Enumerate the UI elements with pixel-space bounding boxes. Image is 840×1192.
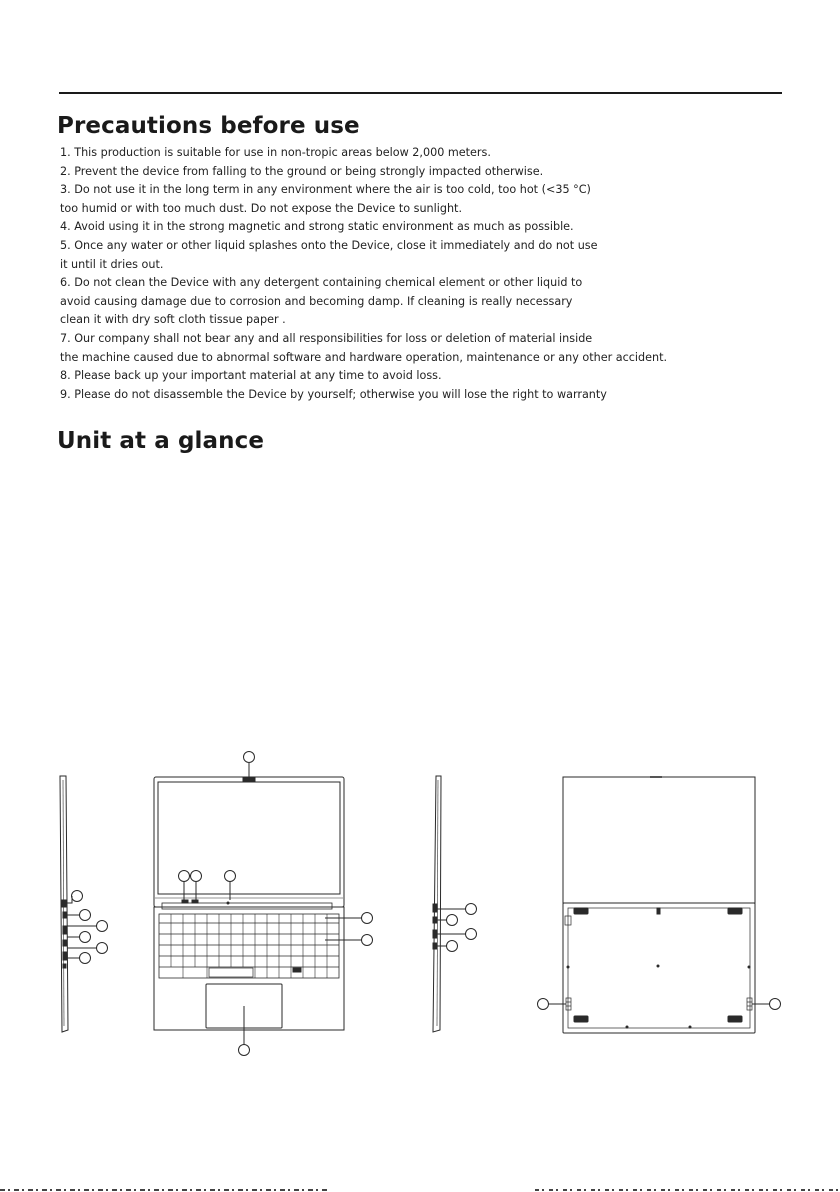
unit-at-a-glance-heading: Unit at a glance	[57, 428, 265, 454]
precaution-line: clean it with dry soft cloth tissue paper .	[60, 313, 286, 327]
precaution-line: too humid or with too much dust. Do not expose the Device to sunlight.	[60, 201, 463, 215]
precaution-line: 5. Once any water or other liquid splashes onto the Device, close it immediately and do not use	[60, 238, 598, 252]
precaution-line: 9. Please do not disassemble the Device by yourself; otherwise you will lose the right to warranty	[60, 387, 607, 401]
precaution-line: 4. Avoid using it in the strong magnetic and strong static environment as much as possible.	[60, 220, 574, 234]
precautions-heading: Precautions before use	[57, 113, 360, 139]
precaution-line: 7. Our company shall not bear any and all responsibilities for loss or deletion of material inside	[60, 331, 593, 345]
precaution-line: 2. Prevent the device from falling to the ground or being strongly impacted otherwise.	[60, 164, 544, 178]
precaution-line: the machine caused due to abnormal software and hardware operation, maintenance or any other accident.	[60, 350, 668, 364]
top-open-view	[154, 752, 373, 1056]
precaution-line: avoid causing damage due to corrosion and becoming damp. If cleaning is really necessary	[60, 294, 573, 308]
precaution-line: 3. Do not use it in the long term in any environment where the air is too cold, too hot (<35 °C)	[60, 183, 591, 197]
precautions-list	[60, 144, 780, 404]
laptop-diagrams	[0, 740, 840, 1070]
precaution-line: it until it dries out.	[60, 257, 164, 271]
precaution-line: 1. This production is suitable for use in non-tropic areas below 2,000 meters.	[60, 146, 491, 159]
precaution-line: 8. Please back up your important material at any time to avoid loss.	[60, 369, 442, 383]
precaution-line: 6. Do not clean the Device with any detergent containing chemical element or other liquid to	[60, 276, 583, 290]
footer-scan-strip	[0, 1188, 840, 1192]
left-side-view	[60, 776, 108, 1032]
bottom-view	[538, 777, 781, 1033]
header-rule	[59, 92, 782, 94]
right-side-view	[433, 776, 477, 1032]
